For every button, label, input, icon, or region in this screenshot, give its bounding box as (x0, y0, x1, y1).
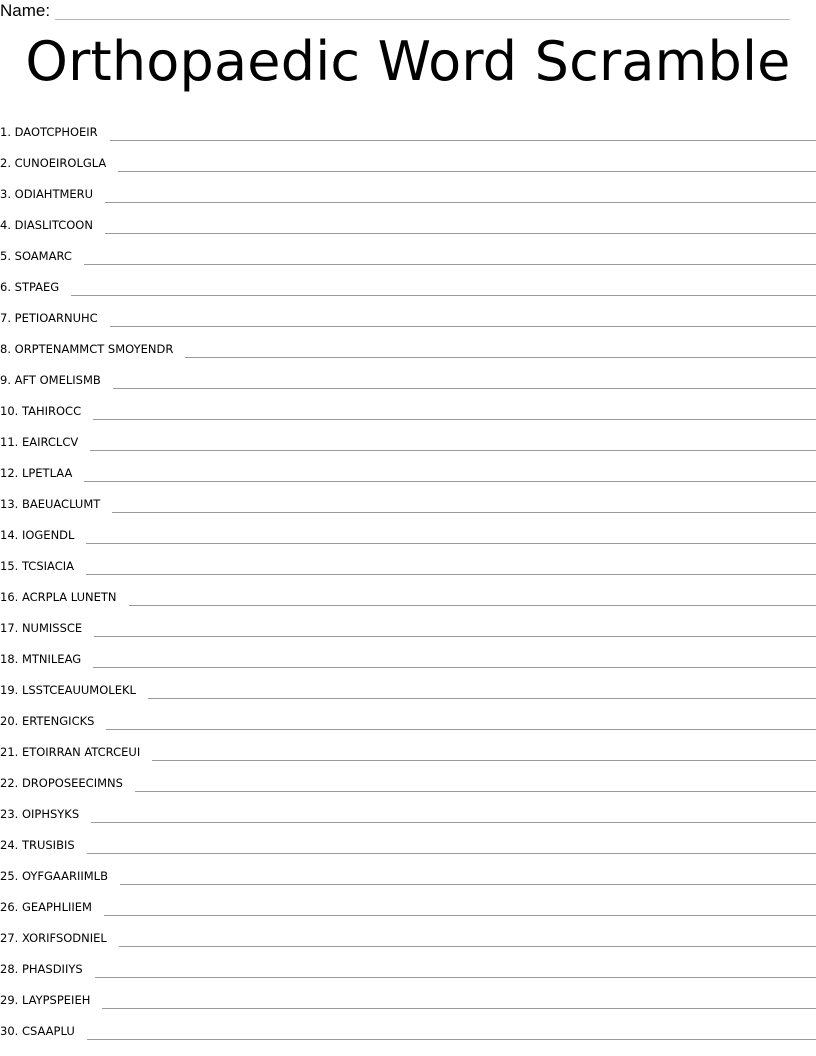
scramble-item (0, 948, 816, 979)
scrambled-word: PETIOARNUHC (14, 311, 98, 325)
scramble-item (0, 390, 816, 421)
scrambled-word: DAOTCPHOEIR (14, 125, 98, 139)
scramble-item (0, 111, 816, 142)
scramble-item-text (0, 187, 93, 203)
scrambled-word: LSSTCEAUUMOLEKL (21, 683, 136, 697)
scramble-item-text (0, 528, 74, 544)
item-number: 10. (0, 404, 19, 418)
scramble-item (0, 514, 816, 545)
answer-line[interactable] (93, 407, 816, 420)
scramble-item-text (0, 373, 101, 389)
scrambled-word: ACRPLA LUNETN (21, 590, 117, 604)
scrambled-word: TRUSIBIS (21, 838, 75, 852)
answer-line[interactable] (129, 593, 816, 606)
answer-line[interactable] (87, 841, 816, 854)
scramble-item-text (0, 683, 136, 699)
answer-line[interactable] (148, 686, 816, 699)
scrambled-word: STPAEG (14, 280, 60, 294)
scrambled-word: DIASLITCOON (14, 218, 93, 232)
scramble-item (0, 793, 816, 824)
scramble-item-text (0, 621, 82, 637)
scrambled-word: CSAAPLU (21, 1024, 75, 1038)
scramble-item-text (0, 745, 140, 761)
answer-line[interactable] (86, 531, 816, 544)
scramble-item (0, 886, 816, 917)
scrambled-word: LAYPSPEIEH (21, 993, 91, 1007)
item-number: 15. (0, 559, 19, 573)
scramble-item-text (0, 900, 92, 916)
scramble-item (0, 638, 816, 669)
scramble-item (0, 173, 816, 204)
scramble-item (0, 669, 816, 700)
scramble-item-text (0, 869, 108, 885)
scramble-item (0, 142, 816, 173)
scramble-item (0, 1010, 816, 1041)
scramble-item (0, 452, 816, 483)
scramble-item (0, 421, 816, 452)
scramble-item-text (0, 807, 79, 823)
answer-line[interactable] (135, 779, 816, 792)
scramble-item (0, 545, 816, 576)
scrambled-word: DROPOSEECIMNS (21, 776, 123, 790)
item-number: 1. (0, 125, 11, 139)
item-number: 26. (0, 900, 19, 914)
item-number: 18. (0, 652, 19, 666)
name-label: Name: (0, 1, 51, 20)
scrambled-word: LPETLAA (21, 466, 73, 480)
answer-line[interactable] (120, 872, 816, 885)
item-number: 20. (0, 714, 19, 728)
item-number: 13. (0, 497, 19, 511)
name-field[interactable] (55, 3, 790, 20)
item-number: 6. (0, 280, 11, 294)
item-number: 7. (0, 311, 11, 325)
item-number: 11. (0, 435, 19, 449)
scramble-item (0, 979, 816, 1010)
scramble-item-text (0, 125, 98, 141)
item-number: 28. (0, 962, 19, 976)
scrambled-word: ETOIRRAN ATCRCEUI (21, 745, 141, 759)
scramble-item-text (0, 931, 107, 947)
item-number: 3. (0, 187, 11, 201)
answer-line[interactable] (86, 562, 816, 575)
scramble-item (0, 297, 816, 328)
answer-line[interactable] (102, 996, 816, 1009)
answer-line[interactable] (118, 159, 816, 172)
scramble-item-text (0, 776, 123, 792)
answer-line[interactable] (185, 345, 816, 358)
answer-line[interactable] (84, 469, 816, 482)
item-number: 8. (0, 342, 11, 356)
answer-line[interactable] (110, 128, 816, 141)
scramble-item-text (0, 559, 74, 575)
answer-line[interactable] (106, 717, 816, 730)
item-number: 19. (0, 683, 19, 697)
scrambled-word: OIPHSYKS (21, 807, 80, 821)
scramble-item-text (0, 156, 106, 172)
scramble-item-text (0, 466, 72, 482)
item-number: 4. (0, 218, 11, 232)
scramble-item-text (0, 342, 173, 358)
scrambled-word: TCSIACIA (21, 559, 74, 573)
scramble-item (0, 359, 816, 390)
scrambled-word: MTNILEAG (21, 652, 82, 666)
scramble-item-text (0, 404, 81, 420)
item-number: 2. (0, 156, 11, 170)
scrambled-word: NUMISSCE (21, 621, 83, 635)
scramble-item-text (0, 838, 75, 854)
scramble-item (0, 266, 816, 297)
scramble-item-text (0, 249, 72, 265)
scramble-item (0, 328, 816, 359)
scramble-item-text (0, 993, 90, 1009)
answer-line[interactable] (93, 655, 816, 668)
scrambled-word: ORPTENAMMCT SMOYENDR (14, 342, 174, 356)
answer-line[interactable] (112, 500, 816, 513)
item-number: 14. (0, 528, 19, 542)
item-number: 12. (0, 466, 19, 480)
item-number: 29. (0, 993, 19, 1007)
scramble-item-text (0, 590, 117, 606)
scramble-item (0, 917, 816, 948)
answer-line[interactable] (113, 376, 816, 389)
scramble-list (0, 111, 816, 1041)
item-number: 25. (0, 869, 19, 883)
scramble-item (0, 607, 816, 638)
answer-line[interactable] (94, 624, 816, 637)
item-number: 23. (0, 807, 19, 821)
scramble-item-text (0, 497, 100, 513)
scrambled-word: IOGENDL (21, 528, 75, 542)
scrambled-word: ERTENGICKS (21, 714, 95, 728)
answer-line[interactable] (104, 903, 816, 916)
answer-line[interactable] (105, 190, 816, 203)
scrambled-word: TAHIROCC (21, 404, 82, 418)
answer-line[interactable] (95, 965, 816, 978)
name-row (0, 0, 790, 20)
scramble-item (0, 483, 816, 514)
scrambled-word: EAIRCLCV (21, 435, 79, 449)
scramble-item-text (0, 280, 59, 296)
scramble-item-text (0, 435, 78, 451)
scramble-item (0, 700, 816, 731)
item-number: 16. (0, 590, 19, 604)
answer-line[interactable] (152, 748, 816, 761)
scramble-item-text (0, 714, 94, 730)
scramble-item-text (0, 962, 83, 978)
item-number: 5. (0, 249, 11, 263)
answer-line[interactable] (91, 810, 816, 823)
answer-line[interactable] (90, 438, 816, 451)
scramble-item-text (0, 311, 98, 327)
answer-line[interactable] (105, 221, 816, 234)
worksheet-title: Orthopaedic Word Scramble (25, 30, 791, 93)
item-number: 24. (0, 838, 19, 852)
scramble-item-text (0, 652, 81, 668)
item-number: 30. (0, 1024, 19, 1038)
answer-line[interactable] (119, 934, 816, 947)
answer-line[interactable] (87, 1027, 816, 1040)
scramble-item (0, 576, 816, 607)
item-number: 27. (0, 931, 19, 945)
scrambled-word: CUNOEIROLGLA (14, 156, 107, 170)
scrambled-word: GEAPHLIIEM (21, 900, 92, 914)
item-number: 22. (0, 776, 19, 790)
answer-line[interactable] (84, 252, 816, 265)
answer-line[interactable] (71, 283, 816, 296)
scramble-item (0, 855, 816, 886)
scramble-item-text (0, 1024, 75, 1040)
scramble-item (0, 824, 816, 855)
scrambled-word: OYFGAARIIMLB (21, 869, 108, 883)
scramble-item-text (0, 218, 93, 234)
scrambled-word: AFT OMELISMB (14, 373, 101, 387)
item-number: 17. (0, 621, 19, 635)
item-number: 21. (0, 745, 19, 759)
scrambled-word: PHASDIIYS (21, 962, 83, 976)
answer-line[interactable] (110, 314, 816, 327)
scrambled-word: BAEUACLUMT (21, 497, 101, 511)
scramble-item (0, 762, 816, 793)
scrambled-word: ODIAHTMERU (14, 187, 94, 201)
scramble-item (0, 731, 816, 762)
item-number: 9. (0, 373, 11, 387)
scrambled-word: XORIFSODNIEL (21, 931, 107, 945)
scramble-item (0, 235, 816, 266)
scrambled-word: SOAMARC (14, 249, 72, 263)
scramble-item (0, 204, 816, 235)
